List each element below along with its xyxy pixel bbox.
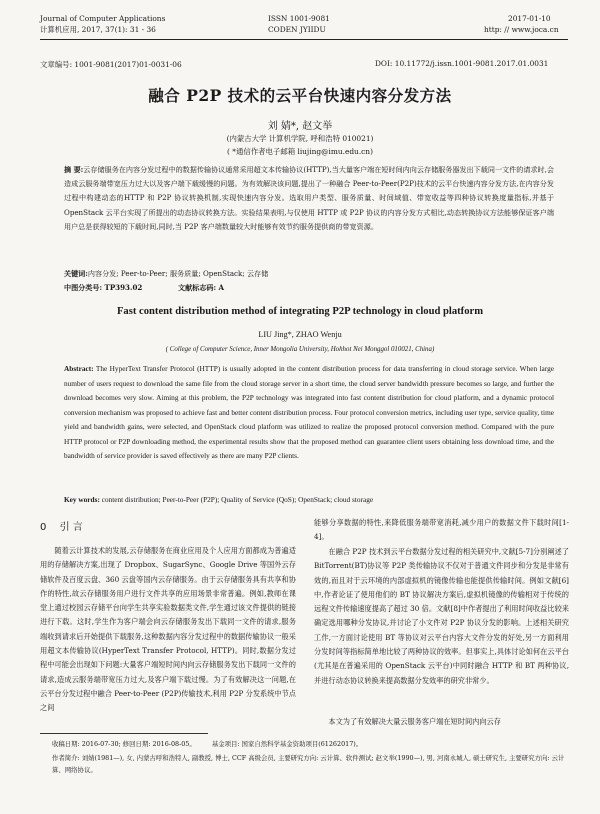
section-number: 0 bbox=[40, 522, 47, 533]
footnote-dates bbox=[52, 738, 362, 750]
keywords-en-text: content distribution; Peer-to-Peer (P2P); Quality of Service (QoS); OpenStack; cloud storage bbox=[101, 495, 374, 504]
doi[interactable]: DOI: 10.11772/j.issn.1001-9081.2017.01.0031 bbox=[375, 59, 549, 68]
body-right-para-3: 本文为了有效解决大量云服务客户端在短时间内向云存 bbox=[328, 717, 501, 726]
affiliation-en: ( College of Computer Science, Inner Mongolia University, Hohhot Nei Monggol 010021, China) bbox=[165, 346, 435, 353]
abstract-en bbox=[64, 362, 554, 464]
journal-name-en: Journal of Computer Applications bbox=[40, 14, 166, 23]
authors-en: LIU Jing*, ZHAO Wenju bbox=[258, 330, 342, 339]
abstract-en-label: Abstract: bbox=[64, 364, 94, 373]
coden: CODEN JYIIDU bbox=[268, 25, 326, 34]
clc-label: 中图分类号: TP393.02 bbox=[64, 283, 143, 292]
abstract-en-text: The HyperText Transfer Protocol (HTTP) is usually adopted in the content distribution process for data transferring in cloud storage service. When large number of users request to download the same file from the cloud storage server in a short time, the cloud server bandwidth pressure becomes so large, and further the download becomes very slow. Aiming at this problem, the P2P technology was integrated into fast content distribution for cloud platform, and a dynamic protocol conversion mechanism was proposed to achieve fast and better content distribution process. Four protocol conversion metrics, including user type, service quality, time yield and bandwidth gains, were selected, and OpenStack cloud platform was utilized to realize the proposed protocol conversion method. Compared with the pure HTTP protocol or P2P downloading method, the experimental results show that the proposed method can guarantee client users obtaining less download time, and the bandwidth of service provider is saved effectively as there are many P2P clients. bbox=[64, 364, 554, 460]
affiliation-cn: (内蒙古大学 计算机学院, 呼和浩特 010021) bbox=[226, 134, 374, 143]
keywords-cn-text: 内容分发; Peer-to-Peer; 服务质量; OpenStack; 云存储 bbox=[87, 269, 269, 278]
document-code bbox=[178, 281, 224, 295]
abstract-cn-text: 云存储服务在内容分发过程中的数据传输协议通常采用超文本传输协议(HTTP),当大量客户端在短时间内向云存储服务器发出下载同一文件的请求时,会造成云服务端带宽压力过大以及客户端下载缓慢的问题。为有效解决该问题,提出了一种融合 Peer-to-Peer(P2P)技术的云平台快速内容分发方法,在内容分发过程中构建动态的HTTP 和 P2P 协议转换机制,实现快速内容分发。选取用户类型、服务质量、时间域值、带宽收益等四种协议转换度量指标,并基于 OpenStack 云平台实现了所提出的动态协议转换方法。实验结果表明,与仅使用 HTTP 或 P2P 协议的内容分发方式相比,动态转换协议方法能够保证客户端用户总是获得较短的下载时间,同时,当 P2P 客户端数量较大时能够有效节约服务提供商的带宽资源。 bbox=[64, 165, 554, 231]
keywords-cn-label: 关键词: bbox=[64, 269, 88, 278]
journal-citation-cn: 计算机应用, 2017, 37(1): 31 - 36 bbox=[40, 25, 156, 34]
section-heading bbox=[40, 518, 83, 533]
abstract-cn bbox=[64, 163, 554, 234]
fund-info: 基金项目: 国家自然科学基金资助项目(61262017)。 bbox=[211, 740, 363, 748]
issue-date: 2017-01-10 bbox=[508, 14, 551, 23]
keywords-cn bbox=[64, 267, 554, 281]
clc-number bbox=[64, 281, 142, 295]
title-en: Fast content distribution method of integrating P2P technology in cloud platform bbox=[116, 306, 484, 317]
body-right-para-2: 在融合 P2P 技术到云平台数据分发过程的相关研究中,文献[5-7]分别阐述了 BitTorrent(BT)协议等 P2P 类传输协议不仅对于普通文件同步和分发是非常有效的,而且对于云环境的内部虚拟机的镜像传输也能提供传输时间。例如文献[6]中,作者论证了使用他们的 BT 协议解决方案后,虚拟机镜像的传输相对于传统的远程文件传输速度提高了超过 30 倍。文献[8]中作者提出了利用时间收益比较来确定选用哪种分发协议,并讨论了小文件对 P2P 协议分发的影响。上述相关研究工作,一方面讨论使用 BT 等协议对云平台内容大文件分发的好处,另一方面利用分发时间等指标简单地比较了两种协议的效率。但事实上,具体讨论如何在云平台(尤其是在普遍采用的 OpenStack 云平台)中同时融合 HTTP 和 BT 两种协议,并进行动态协议转换来提高数据分发效率的研究非常少。 bbox=[314, 547, 569, 685]
header-rule bbox=[40, 39, 568, 40]
article-number: 文章编号: 1001-9081(2017)01-0031-06 bbox=[40, 60, 182, 69]
abstract-cn-label: 摘 要: bbox=[64, 165, 84, 174]
received-date: 收稿日期: 2016-07-30; 修回日期: 2016-08-05。 bbox=[52, 740, 196, 748]
keywords-en-label: Key words: bbox=[64, 495, 100, 504]
section-title: 引 言 bbox=[59, 522, 83, 533]
title-cn: 融合 P2P 技术的云平台快速内容分发方法 bbox=[148, 86, 452, 105]
contact-email-cn: ( *通信作者电子邮箱 liujing@imu.edu.cn) bbox=[227, 147, 373, 156]
body-right-para-1: 能够分享数据的特性,来降低服务端带宽消耗,减少用户的数据文件下载时间[1-4]。 bbox=[314, 518, 569, 542]
authors-cn: 刘 婧*, 赵文举 bbox=[267, 121, 333, 132]
body-left-column: 随着云计算技术的发展,云存储服务在商业应用及个人应用方面都成为普遍适用的存储解决方案,出现了 Dropbox、SugarSync、Google Drive 等国外云存储软件及百度云盘、360 云盘等国内云存储服务。由于云存储服务具有共享和协作的特性,故云存储服务用户进行文件共享的应用场景非常普遍。例如,教师在课堂上通过校园云存储平台向学生共享实验数据类文件,学生通过该文件提供的链接进行下载。这时,学生作为客户端会向云存储服务发出下载同一文件的请求,服务端收到请求后开始提供下载服务,这种数据内容分发过程中的数据传输协议一般采用超文本传输协议(HyperText Transfer Protocol, HTTP)。同时,数据分发过程中可能会出现如下问题:大量客户端短时间内向云存储服务发出下载同一文件的请求,造成云服务端带宽压力过大,及客户端下载过慢。为了有效解决这一问题,在云平台分发过程中融合 Peer-to-Peer (P2P)传输技术,利用 P2P 分发系统中节点之间 bbox=[40, 546, 296, 713]
author-bio: 作者简介: 刘婧(1981—), 女, 内蒙古呼和浩特人, 副教授, 博士, CCF 高级会员, 主要研究方向: 云计算、软件测试; 赵文举(1990—), 男, 河南永城人, 硕士研究生, 主要研究方向: 云计算、网络协议。 bbox=[52, 754, 565, 774]
journal-url[interactable]: http: // www.joca.cn bbox=[484, 25, 559, 34]
issn: ISSN 1001-9081 bbox=[268, 14, 330, 23]
keywords-en bbox=[64, 493, 554, 508]
document-code-label: 文献标志码: A bbox=[178, 283, 225, 292]
footnote-rule bbox=[40, 733, 208, 734]
